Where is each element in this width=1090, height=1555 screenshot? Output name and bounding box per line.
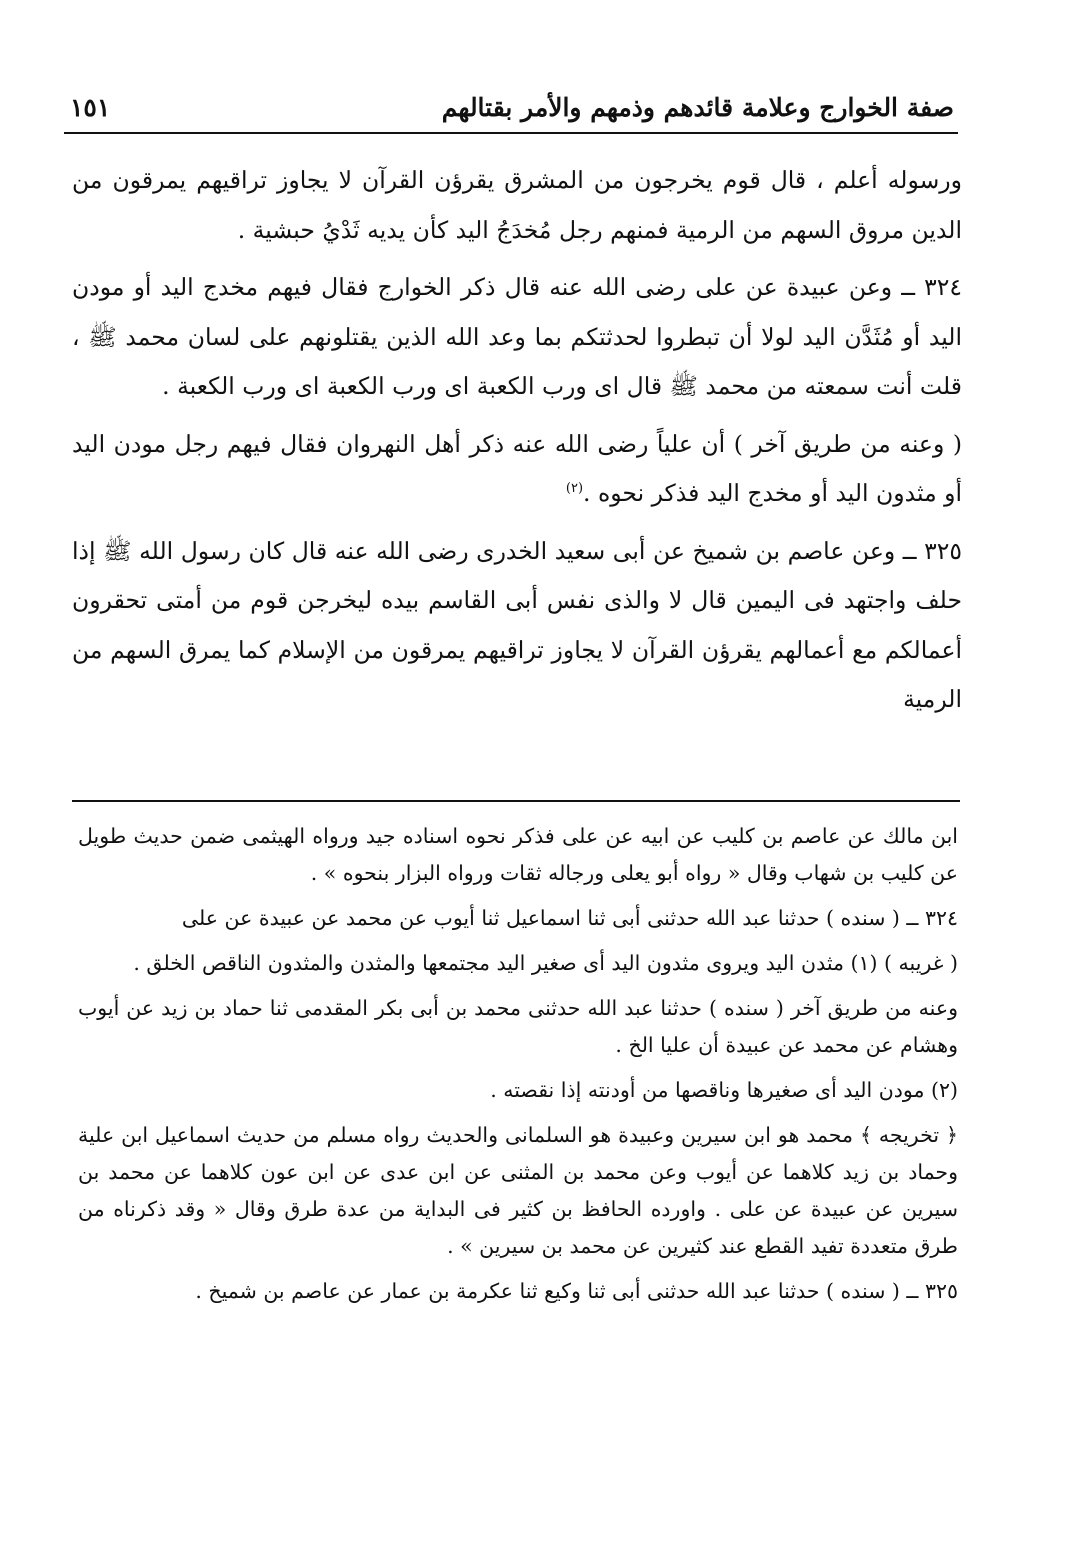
note-sanad-325: ٣٢٥ ــ ( سنده ) حدثنا عبد الله حدثنى أبى ثنا وكيع ثنا عكرمة بن عمار عن عاصم بن شميخ . bbox=[195, 1279, 958, 1303]
note-alt-sanad: وعنه من طريق آخر ( سنده ) حدثنا عبد الله حدثنى محمد بن أبى بكر المقدمى ثنا حماد بن زيد عن أيوب وهشام عن محمد عن عبيدة أن عليا الخ . bbox=[78, 996, 958, 1057]
note-takhrij: ﴿ تخريجه ﴾ محمد هو ابن سيرين وعبيدة هو السلمانى والحديث رواه مسلم من حديث اسماعيل ابن علية وحماد بن زيد كلاهما عن أيوب وعن محمد بن المثنى عن ابن عدى عن ابن عون كلاهما عن محمد بن سيرين عن عبيدة عن على . واورده الحافظ بن كثير فى البداية من عدة طرق وقال « وقد ذكرناه من طرق متعددة تفيد القطع عند كثيرين عن محمد بن سيرين » . bbox=[78, 1123, 958, 1258]
page-number: ١٥١ bbox=[70, 92, 111, 122]
main-text bbox=[72, 156, 962, 725]
note-gharib-2: (٢) مودن اليد أى صغيرها وناقصها من أودنته إذا نقصته . bbox=[490, 1078, 958, 1102]
paragraph-alt-chain-text: ( وعنه من طريق آخر ) أن علياً رضى الله عنه ذكر أهل النهروان فقال فيهم رجل مودن اليد أو مثدون اليد أو مخدج اليد فذكر نحوه . bbox=[72, 429, 962, 507]
footnote-rule bbox=[72, 800, 960, 802]
footnotes bbox=[78, 818, 958, 1310]
paragraph-alt-chain bbox=[72, 420, 962, 519]
paragraph-continuation: ورسوله أعلم ، قال قوم يخرجون من المشرق يقرؤن القرآن لا يجاوز تراقيهم يمرقون من الدين مروق السهم من الرمية فمنهم رجل مُخدَجُ اليد كأن يديه ثَدْيُ حبشية . bbox=[72, 166, 962, 244]
paragraph-hadith-325: ٣٢٥ ــ وعن عاصم بن شميخ عن أبى سعيد الخدرى رضى الله عنه قال كان رسول الله ﷺ إذا حلف واجتهد فى اليمين قال لا والذى نفس أبى القاسم بيده ليخرجن قوم من أمتى تحقرون أعمالكم مع أعمالهم يقرؤن القرآن لا يجاوز تراقيهم يمرقون من الإسلام كما يمرق السهم من الرمية bbox=[72, 536, 962, 713]
note-continuation: ابن مالك عن عاصم بن كليب عن ابيه عن على فذكر نحوه اسناده جيد ورواه الهيثمى ضمن حديث طويل عن كليب بن شهاب وقال « رواه أبو يعلى ورجاله ثقات ورواه البزار بنحوه » . bbox=[78, 824, 958, 885]
header-rule bbox=[64, 132, 958, 134]
footnote-marker: (٢) bbox=[565, 481, 584, 497]
page-header bbox=[70, 86, 954, 128]
running-title: صفة الخوارج وعلامة قائدهم وذمهم والأمر بقتالهم bbox=[441, 92, 954, 122]
note-gharib-1: ( غريبه ) (١) مثدن اليد ويروى مثدون اليد أى صغير اليد مجتمعها والمثدن والمثدون الناقص الخلق . bbox=[133, 951, 958, 975]
paragraph-hadith-324: ٣٢٤ ــ وعن عبيدة عن على رضى الله عنه قال ذكر الخوارج فقال فيهم مخدج اليد أو مودن اليد أو مُثَدَّن اليد لولا أن تبطروا لحدثتكم بما وعد الله الذين يقتلونهم على لسان محمد ﷺ ، قلت أنت سمعته من محمد ﷺ قال اى ورب الكعبة اى ورب الكعبة اى ورب الكعبة . bbox=[72, 273, 962, 400]
note-sanad-324: ٣٢٤ ــ ( سنده ) حدثنا عبد الله حدثنى أبى ثنا اسماعيل ثنا أيوب عن محمد عن عبيدة عن على bbox=[181, 906, 958, 930]
